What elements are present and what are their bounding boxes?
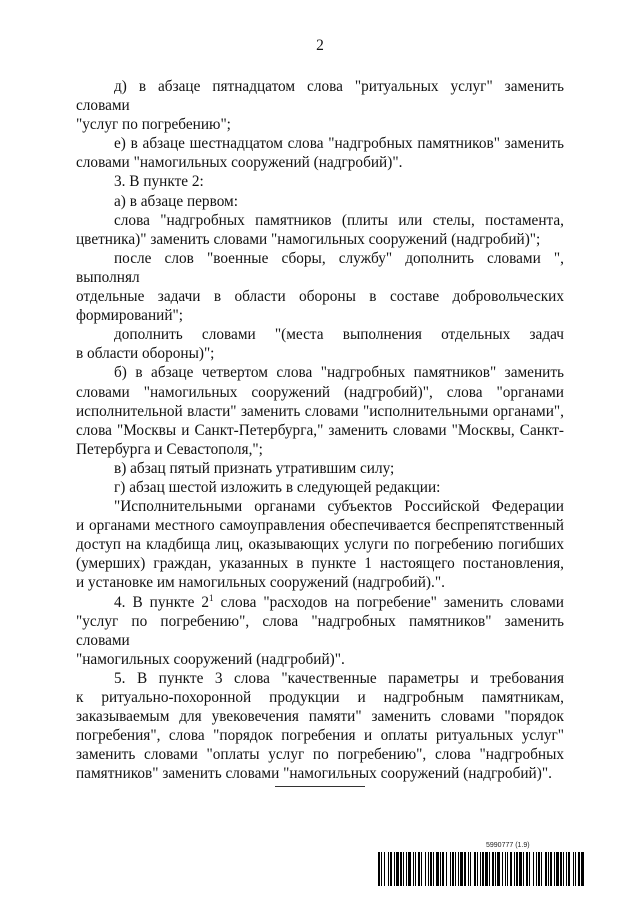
barcode-bar [563,852,564,886]
barcode-bar [510,852,512,886]
barcode-bar [495,852,496,886]
barcode-bar [458,852,459,886]
text-line: в) абзац пятый признать утратившим силу; [114,459,395,477]
text-line: после слов "военные сборы, службу" дополнить словами ", выполнял [76,249,564,286]
barcode-bar [436,852,439,886]
text-line: д) в абзаце пятнадцатом слова "ритуальных услуг" заменить словами [76,78,564,115]
text-line [76,593,564,612]
barcode-bar [446,852,447,886]
barcode-bar [505,852,506,886]
barcode-bar [440,852,441,886]
barcode-bar [378,852,380,886]
text-line: 5. В пункте 3 слова "качественные параметры и требования [114,669,564,687]
barcode-bar [381,852,382,886]
barcode-bar [430,852,432,886]
text-line: слова "Москвы и Санкт-Петербурга," заменить словами "Москвы, Санкт- [76,421,564,439]
barcode-bar [428,852,429,886]
barcode-bar [413,852,414,886]
text-line: исполнительной власти" заменить словами "исполнительными органами", [76,402,564,420]
barcode-bar [556,852,559,886]
barcode-bar [403,852,404,886]
barcode-bar [519,852,522,886]
barcode-bar [425,852,426,886]
paragraph-a-words [76,211,564,249]
paragraph-a-after [76,249,564,325]
barcode-bar [548,852,549,886]
barcode-bar [450,852,451,886]
text-line: словами "намогильных сооружений (надгробий)". [76,154,403,172]
text-line: к ритуально-похоронной продукции и надгробным памятникам, [76,689,564,706]
text-line: е) в абзаце шестнадцатом слова "надгробных памятников" заменить [114,135,564,153]
paragraph-e [76,134,564,172]
paragraph-a-add [76,325,564,363]
text-line: Петербурга и Севастополя,"; [76,440,263,458]
barcode-code: 5990777 (1.9) [486,842,530,849]
barcode-bar [507,852,508,886]
paragraph-d [76,77,564,134]
barcode-bar [545,852,547,886]
barcode-bar [480,852,481,886]
text-line: отдельные задачи в области обороны в составе добровольческих [76,288,564,306]
barcode-bar [578,852,580,886]
barcode-bar [581,852,584,886]
text-line: 3. В пункте 2: [114,173,204,191]
barcode-icon [378,852,584,886]
superscript: 1 [209,592,214,603]
text-line: и органами местного самоуправления обеспечивается беспрепятственный [76,517,564,535]
text-line: заменить словами "оплаты услуг по погребению", слова "надгробных [76,746,564,764]
text-line: формирований"; [76,307,184,325]
barcode-bar [554,852,555,886]
barcode-bar [474,852,476,886]
barcode-bar [384,852,385,886]
barcode-bar [575,852,576,886]
text-line: памятников" заменить словами "намогильных сооружений (надгробий)". [76,765,552,783]
barcode-bar [400,852,402,886]
document-barcode [378,842,584,888]
paragraph-item-4 [76,593,564,669]
barcode-bar [516,852,518,886]
text-line: в области обороны)"; [76,345,215,363]
barcode-bar [455,852,456,886]
text-line: слова "надгробных памятников (плиты или стелы, постамента, [114,211,564,229]
text-line: "услуг по погребению"; [76,116,231,134]
barcode-bar [452,852,454,886]
text-line: дополнить словами "(места выполнения отдельных задач [114,326,564,344]
text-line: г) абзац шестой изложить в следующей редакции: [114,478,441,496]
separator-line [275,786,365,787]
barcode-bar [526,852,528,886]
text-line: доступ на кладбища лиц, оказывающих услуги по погребению погибших [76,536,564,554]
paragraph-g [76,478,564,497]
barcode-bar [394,852,395,886]
barcode-bar [497,852,500,886]
barcode-bar [460,852,463,886]
barcode-bar [418,852,420,886]
barcode-bar [388,852,389,886]
paragraph-b [76,363,564,458]
text-line: б) в абзаце четвертом слова "надгробных памятников" заменить [114,364,564,382]
barcode-bar [470,852,471,886]
barcode-bar [408,852,411,886]
page-number: 2 [316,37,324,54]
barcode-bar [390,852,392,886]
barcode-bar [442,852,444,886]
barcode-bar [514,852,515,886]
barcode-bar [468,852,469,886]
text-fragment: 4. В пункте 2 [114,593,210,611]
text-line: заказываемым для увековечения памяти" заменить словами "порядок [76,708,564,726]
text-line: цветника)" заменить словами "намогильных сооружений (надгробий)"; [76,230,541,248]
barcode-bar [485,852,488,886]
barcode-bar [568,852,570,886]
paragraph-item-3 [76,172,564,191]
barcode-bar [573,852,574,886]
paragraph-v [76,459,564,478]
barcode-bar [396,852,399,886]
paragraph-a [76,192,564,211]
barcode-bar [421,852,422,886]
paragraph-item-5 [76,669,564,784]
barcode-bar [477,852,478,886]
barcode-bar [536,852,537,886]
text-line: погребения", слова "порядок погребения и оплаты ритуальных услуг" [76,727,564,745]
document-body [76,77,564,783]
barcode-bar [533,852,534,886]
barcode-bar [406,852,407,886]
text-fragment: слова "расходов на погребение" заменить словами [213,593,564,611]
text-line: а) в абзаце первом: [114,192,238,210]
barcode-bar [433,852,434,886]
text-line: "Исполнительными органами субъектов Российской Федерации [114,498,564,516]
barcode-bar [541,852,542,886]
barcode-bar [482,852,484,886]
text-line: "услуг по погребению", слова "надгробных памятников" заменить словами [76,612,564,649]
barcode-bar [523,852,524,886]
barcode-bar [560,852,562,886]
barcode-bar [538,852,540,886]
barcode-bar [529,852,530,886]
text-line: словами "намогильных сооружений (надгробий)", слова "органами [76,383,564,401]
barcode-bar [464,852,466,886]
barcode-bar [566,852,567,886]
text-line: и установке им намогильных сооружений (надгробий).". [76,574,445,592]
barcode-bar [550,852,552,886]
barcode-bar [492,852,494,886]
barcode-bar [489,852,490,886]
text-line: "намогильных сооружений (надгробий)". [76,650,345,668]
barcode-bar [415,852,416,886]
text-line: (умерших) граждан, указанных в пункте 1 настоящего постановления, [76,555,564,573]
barcode-bar [502,852,503,886]
paragraph-quote [76,497,564,592]
